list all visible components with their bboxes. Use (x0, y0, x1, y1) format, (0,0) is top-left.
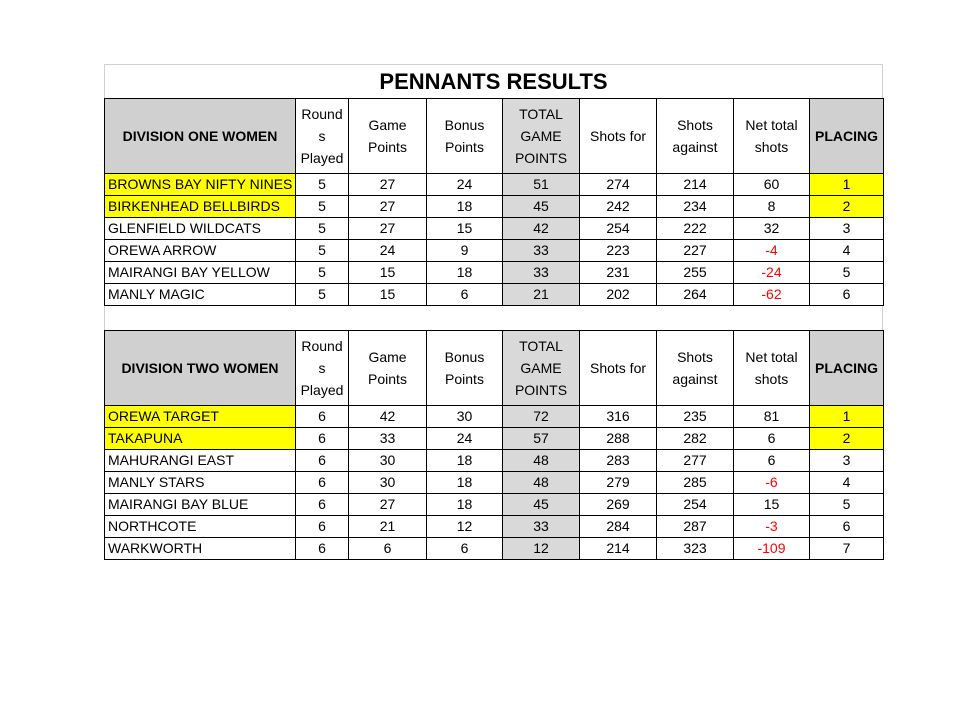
game-points-cell: 42 (349, 406, 427, 428)
placing-cell: 7 (810, 538, 884, 560)
game-points-cell: 27 (349, 196, 427, 218)
shots-against-cell: 222 (657, 218, 734, 240)
placing-cell: 2 (810, 428, 884, 450)
total-points-cell: 33 (503, 262, 580, 284)
bonus-points-cell: 18 (427, 472, 503, 494)
shots-against-cell: 287 (657, 516, 734, 538)
column-header-game-points: Game Points (349, 99, 427, 174)
bonus-points-cell: 30 (427, 406, 503, 428)
results-sheet (104, 64, 883, 560)
column-header-total: TOTAL GAME POINTS (503, 99, 580, 174)
bonus-points-cell: 12 (427, 516, 503, 538)
shots-for-cell: 283 (580, 450, 657, 472)
bonus-points-cell: 18 (427, 450, 503, 472)
shots-against-cell: 264 (657, 284, 734, 306)
column-header-net: Net total shots (734, 331, 810, 406)
bonus-points-cell: 24 (427, 428, 503, 450)
rounds-played-cell: 6 (296, 516, 349, 538)
shots-for-cell: 223 (580, 240, 657, 262)
total-points-cell: 42 (503, 218, 580, 240)
placing-cell: 1 (810, 174, 884, 196)
shots-for-cell: 274 (580, 174, 657, 196)
rounds-played-cell: 6 (296, 450, 349, 472)
division-table (104, 98, 884, 306)
shots-against-cell: 285 (657, 472, 734, 494)
rounds-played-cell: 5 (296, 262, 349, 284)
table-row (105, 472, 884, 494)
placing-cell: 5 (810, 262, 884, 284)
total-points-cell: 72 (503, 406, 580, 428)
header-row (105, 99, 884, 174)
placing-cell: 3 (810, 218, 884, 240)
game-points-cell: 27 (349, 174, 427, 196)
net-shots-cell: -109 (734, 538, 810, 560)
net-shots-cell: 15 (734, 494, 810, 516)
bonus-points-cell: 18 (427, 494, 503, 516)
page-title: PENNANTS RESULTS (104, 64, 883, 98)
column-header-bonus-points: Bonus Points (427, 331, 503, 406)
division-name: DIVISION ONE WOMEN (105, 99, 296, 174)
net-shots-cell: 60 (734, 174, 810, 196)
game-points-cell: 15 (349, 284, 427, 306)
total-points-cell: 48 (503, 450, 580, 472)
shots-for-cell: 231 (580, 262, 657, 284)
team-name-cell: MAHURANGI EAST (105, 450, 296, 472)
team-name-cell: TAKAPUNA (105, 428, 296, 450)
shots-against-cell: 277 (657, 450, 734, 472)
table-row (105, 240, 884, 262)
total-points-cell: 45 (503, 196, 580, 218)
shots-against-cell: 235 (657, 406, 734, 428)
total-points-cell: 33 (503, 516, 580, 538)
table-gap (104, 306, 883, 330)
placing-cell: 6 (810, 284, 884, 306)
net-shots-cell: 6 (734, 428, 810, 450)
game-points-cell: 6 (349, 538, 427, 560)
placing-cell: 1 (810, 406, 884, 428)
column-header-game-points: Game Points (349, 331, 427, 406)
net-shots-cell: 8 (734, 196, 810, 218)
rounds-played-cell: 5 (296, 284, 349, 306)
net-shots-cell: -6 (734, 472, 810, 494)
column-header-shots-for: Shots for (580, 331, 657, 406)
bonus-points-cell: 24 (427, 174, 503, 196)
column-header-shots-against: Shots against (657, 99, 734, 174)
team-name-cell: OREWA ARROW (105, 240, 296, 262)
table-row (105, 406, 884, 428)
division-tables (104, 98, 883, 560)
column-header-total: TOTAL GAME POINTS (503, 331, 580, 406)
rounds-played-cell: 6 (296, 428, 349, 450)
rounds-played-cell: 6 (296, 406, 349, 428)
column-header-placing: PLACING (810, 331, 884, 406)
rounds-played-cell: 5 (296, 240, 349, 262)
team-name-cell: MAIRANGI BAY YELLOW (105, 262, 296, 284)
shots-against-cell: 282 (657, 428, 734, 450)
rounds-played-cell: 5 (296, 196, 349, 218)
column-header-shots-for: Shots for (580, 99, 657, 174)
table-row (105, 174, 884, 196)
shots-for-cell: 279 (580, 472, 657, 494)
game-points-cell: 24 (349, 240, 427, 262)
placing-cell: 4 (810, 240, 884, 262)
division-table (104, 330, 884, 560)
shots-for-cell: 288 (580, 428, 657, 450)
placing-cell: 5 (810, 494, 884, 516)
game-points-cell: 21 (349, 516, 427, 538)
column-header-shots-against: Shots against (657, 331, 734, 406)
rounds-played-cell: 6 (296, 472, 349, 494)
shots-for-cell: 242 (580, 196, 657, 218)
net-shots-cell: -3 (734, 516, 810, 538)
table-row (105, 196, 884, 218)
column-header-net: Net total shots (734, 99, 810, 174)
table-row (105, 218, 884, 240)
game-points-cell: 30 (349, 450, 427, 472)
total-points-cell: 21 (503, 284, 580, 306)
rounds-played-cell: 5 (296, 218, 349, 240)
shots-against-cell: 234 (657, 196, 734, 218)
placing-cell: 3 (810, 450, 884, 472)
column-header-rounds: Round s Played (296, 99, 349, 174)
team-name-cell: MANLY MAGIC (105, 284, 296, 306)
table-row (105, 428, 884, 450)
header-row (105, 331, 884, 406)
net-shots-cell: 6 (734, 450, 810, 472)
shots-for-cell: 214 (580, 538, 657, 560)
net-shots-cell: -4 (734, 240, 810, 262)
bonus-points-cell: 18 (427, 196, 503, 218)
shots-against-cell: 214 (657, 174, 734, 196)
rounds-played-cell: 6 (296, 538, 349, 560)
rounds-played-cell: 5 (296, 174, 349, 196)
table-row (105, 284, 884, 306)
rounds-played-cell: 6 (296, 494, 349, 516)
total-points-cell: 33 (503, 240, 580, 262)
shots-against-cell: 254 (657, 494, 734, 516)
net-shots-cell: 32 (734, 218, 810, 240)
net-shots-cell: 81 (734, 406, 810, 428)
total-points-cell: 12 (503, 538, 580, 560)
shots-against-cell: 323 (657, 538, 734, 560)
shots-for-cell: 284 (580, 516, 657, 538)
total-points-cell: 51 (503, 174, 580, 196)
placing-cell: 2 (810, 196, 884, 218)
shots-against-cell: 227 (657, 240, 734, 262)
table-row (105, 450, 884, 472)
bonus-points-cell: 6 (427, 284, 503, 306)
bonus-points-cell: 6 (427, 538, 503, 560)
game-points-cell: 27 (349, 494, 427, 516)
bonus-points-cell: 18 (427, 262, 503, 284)
shots-for-cell: 202 (580, 284, 657, 306)
table-row (105, 262, 884, 284)
column-header-rounds: Round s Played (296, 331, 349, 406)
team-name-cell: GLENFIELD WILDCATS (105, 218, 296, 240)
table-row (105, 494, 884, 516)
placing-cell: 6 (810, 516, 884, 538)
total-points-cell: 57 (503, 428, 580, 450)
team-name-cell: MANLY STARS (105, 472, 296, 494)
team-name-cell: WARKWORTH (105, 538, 296, 560)
game-points-cell: 30 (349, 472, 427, 494)
net-shots-cell: -24 (734, 262, 810, 284)
division-name: DIVISION TWO WOMEN (105, 331, 296, 406)
shots-against-cell: 255 (657, 262, 734, 284)
team-name-cell: BROWNS BAY NIFTY NINES (105, 174, 296, 196)
total-points-cell: 45 (503, 494, 580, 516)
team-name-cell: NORTHCOTE (105, 516, 296, 538)
game-points-cell: 15 (349, 262, 427, 284)
team-name-cell: BIRKENHEAD BELLBIRDS (105, 196, 296, 218)
team-name-cell: OREWA TARGET (105, 406, 296, 428)
bonus-points-cell: 15 (427, 218, 503, 240)
game-points-cell: 27 (349, 218, 427, 240)
game-points-cell: 33 (349, 428, 427, 450)
team-name-cell: MAIRANGI BAY BLUE (105, 494, 296, 516)
column-header-bonus-points: Bonus Points (427, 99, 503, 174)
placing-cell: 4 (810, 472, 884, 494)
table-row (105, 516, 884, 538)
total-points-cell: 48 (503, 472, 580, 494)
table-row (105, 538, 884, 560)
net-shots-cell: -62 (734, 284, 810, 306)
shots-for-cell: 254 (580, 218, 657, 240)
shots-for-cell: 316 (580, 406, 657, 428)
column-header-placing: PLACING (810, 99, 884, 174)
shots-for-cell: 269 (580, 494, 657, 516)
bonus-points-cell: 9 (427, 240, 503, 262)
